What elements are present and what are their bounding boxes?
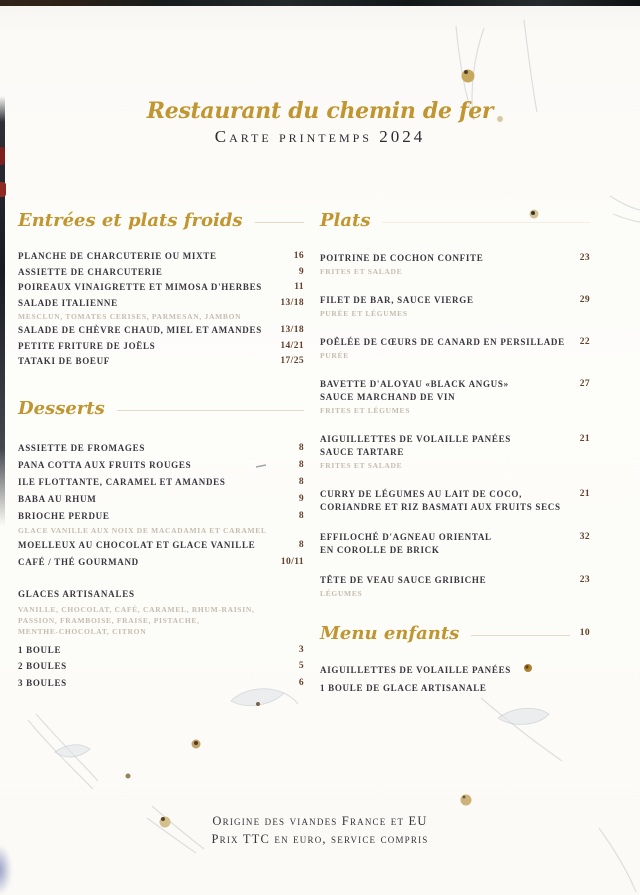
menu-item-description: FRITES ET SALADE: [320, 267, 403, 276]
menu-item-row: [18, 658, 304, 675]
section-entrees-heading-row: [18, 203, 304, 237]
menu-item-row: [18, 339, 304, 355]
menu-item-price: 9: [298, 266, 304, 277]
menu-item-name-wrap: [320, 488, 561, 514]
menu-item-name: ASSIETTE DE FROMAGES: [18, 442, 146, 453]
glaces-flavor-line: VANILLE, CHOCOLAT, CAFÉ, CARAMEL, RHUM-RAISIN,: [18, 604, 255, 614]
restaurant-title: Restaurant du chemin de fer: [146, 98, 494, 124]
menu-item-description: FRITES ET SALADE: [320, 461, 403, 470]
menu-item-row: [18, 265, 304, 281]
enfants-list: [320, 662, 590, 697]
menu-item-price: 13/18: [280, 297, 304, 308]
menu-item-name-wrap: [18, 474, 226, 491]
menu-item-row: [320, 378, 590, 416]
section-heading-plats: Plats: [320, 209, 371, 231]
menu-item-name-line2: SAUCE MARCHAND DE VIN: [320, 392, 456, 402]
menu-item-name-line2: CORIANDRE ET RIZ BASMATI AUX FRUITS SECS: [320, 502, 561, 512]
desserts-list: [18, 440, 304, 571]
menu-item-description: PURÉE ET LÉGUMES: [320, 309, 408, 318]
glaces-label: GLACES ARTISANALES: [18, 588, 135, 599]
menu-item-description: PURÉE: [320, 351, 349, 360]
menu-item-name: PLANCHE DE CHARCUTERIE OU MIXTE: [18, 251, 217, 261]
menu-item-price: 3: [298, 644, 304, 655]
menu-item-row: [18, 554, 304, 571]
menu-item-name-wrap: [320, 294, 474, 319]
glaces-flavor-line: MENTHE-CHOCOLAT, CITRON: [18, 626, 147, 636]
menu-item-price: 23: [579, 253, 590, 263]
menu-item-row: [18, 491, 304, 508]
section-heading-menu-enfants: Menu enfants: [320, 622, 460, 644]
heading-rule: [471, 635, 569, 636]
menu-item-row: [320, 433, 590, 471]
menu-item-price: 22: [579, 337, 590, 347]
menu-item-name-wrap: [18, 440, 145, 457]
menu-item-row: [320, 488, 590, 514]
menu-item-name: SALADE DE CHÈVRE CHAUD, MIEL ET AMANDES: [18, 325, 262, 335]
menu-item-price: 13/18: [280, 325, 304, 335]
menu-item-name-wrap: [18, 280, 262, 296]
section-heading-entrees: Entrées et plats froids: [18, 209, 243, 231]
menu-item-name: CURRY DE LÉGUMES AU LAIT DE COCO,: [320, 489, 523, 499]
plats-list: [320, 252, 590, 599]
menu-item-name-wrap: [320, 574, 486, 599]
menu-item-price: 8: [298, 476, 304, 487]
menu-item-name-wrap: [320, 531, 492, 557]
menu-item-name: 2 BOULES: [18, 661, 67, 671]
footer-origin-line: Origine des viandes France et EU: [212, 814, 428, 828]
menu-item-name: PETITE FRITURE DE JOËLS: [18, 340, 156, 351]
glaces-list: [18, 642, 304, 692]
menu-item-name-wrap: [18, 296, 241, 324]
photo-edge-top: [0, 0, 640, 6]
menu-item-name: AIGUILLETTES DE VOLAILLE PANÉES: [320, 434, 511, 444]
menu-item-name-wrap: [18, 265, 163, 281]
menu-item-row: [18, 508, 304, 537]
menu-item-name-line2: EN COROLLE DE BRICK: [320, 545, 440, 555]
menu-item-name: PANA COTTA AUX FRUITS ROUGES: [18, 459, 192, 470]
left-column: [18, 203, 304, 691]
menu-item-name: AIGUILLETTES DE VOLAILLE PANÉES: [320, 665, 511, 675]
menu-item-price: 8: [298, 442, 304, 453]
menu-item-row: [18, 642, 304, 659]
menu-item-name: POÊLÉE DE CŒURS DE CANARD EN PERSILLADE: [320, 337, 565, 347]
menu-item-price: 6: [298, 677, 304, 688]
menu-item-name: ASSIETTE DE CHARCUTERIE: [18, 266, 163, 277]
heading-rule: [382, 222, 590, 223]
menu-item-name-wrap: [18, 457, 191, 474]
menu-item-price: 21: [579, 434, 590, 444]
menu-item-row: [18, 675, 304, 692]
menu-item-name-wrap: [320, 252, 483, 277]
menu-item-name: BAVETTE D'ALOYAU «BLACK ANGUS»: [320, 379, 509, 389]
section-plats-heading-row: [320, 203, 590, 237]
heading-rule: [117, 410, 304, 411]
menu-item-name: EFFILOCHÉ D'AGNEAU ORIENTAL: [320, 532, 492, 542]
menu-item-name: TATAKI DE BOEUF: [18, 356, 111, 366]
menu-item-name-wrap: [320, 378, 509, 416]
menu-item-name-wrap: [18, 354, 110, 370]
menu-item-name-wrap: [18, 323, 262, 339]
menu-item-row: [320, 662, 590, 680]
menu-item-price: 8: [298, 539, 304, 550]
menu-item-description: MESCLUN, TOMATES CERISES, PARMESAN, JAMBON: [18, 312, 242, 321]
menu-item-name-wrap: [18, 554, 139, 571]
menu-item-row: [320, 294, 590, 319]
menu-item-name-wrap: [320, 336, 565, 361]
menu-item-name-wrap: [18, 491, 96, 508]
menu-item-name: 1 BOULE DE GLACE ARTISANALE: [320, 682, 487, 693]
menu-item-name-wrap: [18, 249, 217, 265]
menu-footer: [0, 812, 640, 848]
menu-enfants-price: 10: [579, 628, 590, 638]
menu-item-name: TÊTE DE VEAU SAUCE GRIBICHE: [320, 575, 487, 585]
menu-item-name-wrap: [18, 339, 155, 355]
menu-item-row: [320, 531, 590, 557]
menu-item-row: [18, 537, 304, 554]
menu-item-name: 1 BOULE: [18, 644, 62, 655]
menu-item-name: ILE FLOTTANTE, CARAMEL ET AMANDES: [18, 476, 226, 487]
menu-item-row: [320, 574, 590, 599]
menu-item-row: [18, 296, 304, 324]
menu-item-price: 17/25: [280, 356, 304, 366]
menu-item-description: LÉGUMES: [320, 589, 363, 598]
red-edge-mark: [0, 147, 5, 165]
glaces-section: [18, 587, 304, 692]
menu-item-description: GLACE VANILLE AUX NOIX DE MACADAMIA ET CARAMEL: [18, 525, 267, 535]
menu-item-name-wrap: [18, 537, 255, 554]
menu-item-row: [18, 457, 304, 474]
menu-item-price: 16: [293, 251, 304, 261]
menu-item-name: BABA AU RHUM: [18, 493, 97, 504]
glaces-flavors: [18, 604, 304, 637]
menu-item-description: FRITES ET LÉGUMES: [320, 406, 411, 415]
menu-item-name: FILET DE BAR, SAUCE VIERGE: [320, 295, 474, 305]
menu-item-row: [320, 336, 590, 361]
menu-item-name: POITRINE DE COCHON CONFITE: [320, 253, 484, 263]
menu-item-price: 5: [298, 661, 304, 671]
section-desserts-heading-row: [18, 392, 304, 426]
menu-item-name-line2: SAUCE TARTARE: [320, 447, 405, 457]
menu-item-price: 8: [298, 510, 304, 521]
menu-item-name: POIREAUX VINAIGRETTE ET MIMOSA D'HERBES: [18, 282, 263, 292]
menu-item-row: [320, 252, 590, 277]
blue-smudge: [0, 846, 11, 894]
menu-item-name-wrap: [18, 508, 267, 537]
menu-item-row: [320, 680, 590, 698]
menu-item-price: 8: [298, 459, 304, 470]
menu-item-name: MOELLEUX AU CHOCOLAT ET GLACE VANILLE: [18, 539, 256, 550]
footer-price-line: Prix TTC en euro, service compris: [211, 832, 429, 846]
menu-item-name-wrap: [320, 433, 511, 471]
menu-item-price: 27: [579, 379, 590, 389]
menu-item-row: [18, 440, 304, 457]
entrees-list: [18, 249, 304, 370]
menu-item-row: [18, 474, 304, 491]
menu-item-name: SALADE ITALIENNE: [18, 297, 118, 308]
menu-item-name: BRIOCHE PERDUE: [18, 510, 110, 521]
heading-rule: [255, 222, 304, 223]
right-column: [320, 203, 590, 697]
red-edge-mark: [0, 182, 6, 197]
menu-item-price: 23: [579, 575, 590, 585]
menu-item-price: 10/11: [280, 556, 304, 567]
menu-item-name: CAFÉ / THÉ GOURMAND: [18, 556, 139, 567]
section-heading-desserts: Desserts: [18, 398, 105, 419]
menu-item-price: 11: [294, 282, 304, 292]
pencil-leaf-sketch: [55, 689, 549, 757]
menu-item-row: [18, 249, 304, 265]
menu-item-price: 14/21: [280, 340, 304, 351]
menu-item-price: 29: [579, 295, 590, 305]
menu-item-row: [18, 323, 304, 339]
menu-item-name: 3 BOULES: [18, 677, 67, 688]
menu-item-row: [18, 280, 304, 296]
menu-header: [0, 98, 640, 147]
menu-item-row: [18, 354, 304, 370]
menu-item-price: 9: [298, 493, 304, 504]
menu-item-price: 32: [579, 532, 590, 542]
glaces-flavor-line: PASSION, FRAMBOISE, FRAISE, PISTACHE,: [18, 615, 200, 625]
section-enfants-heading-row: [320, 616, 590, 650]
menu-item-price: 21: [579, 489, 590, 499]
menu-subtitle: Carte printemps 2024: [214, 127, 426, 146]
